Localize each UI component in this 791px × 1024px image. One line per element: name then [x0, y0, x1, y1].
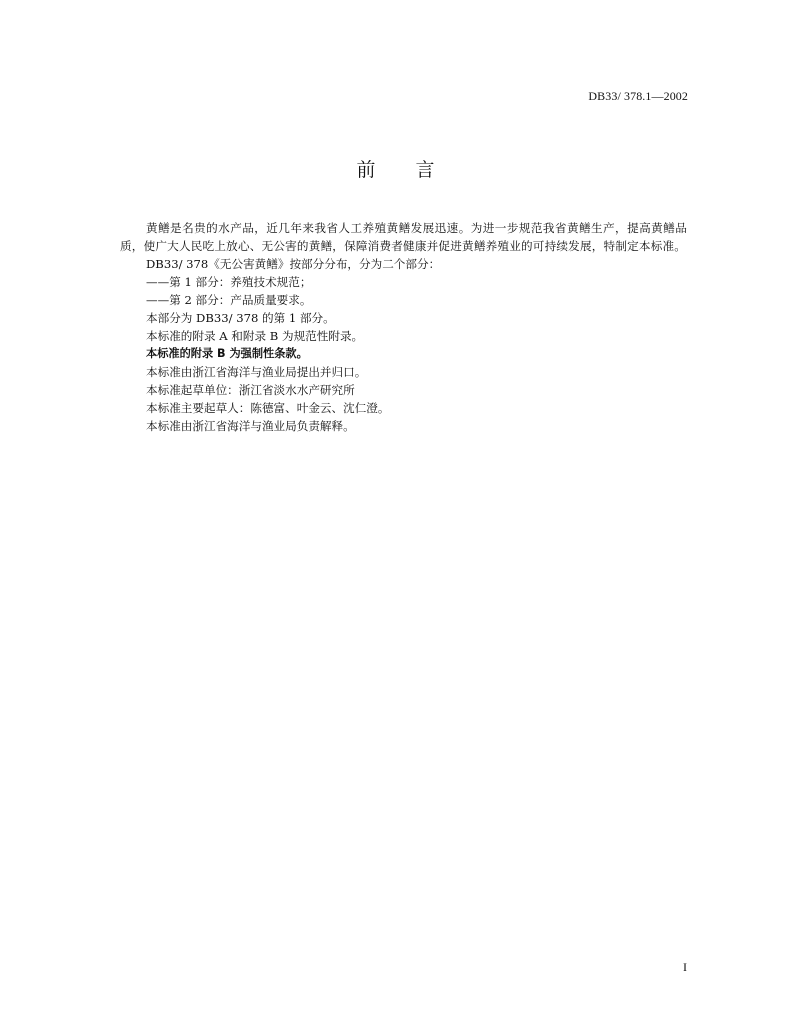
text-line-normative-annexes: 本标准的附录 A 和附录 B 为规范性附录。 [146, 329, 364, 343]
text-line-drafting-unit: 本标准起草单位：浙江省淡水水产研究所 [146, 383, 355, 397]
intro-paragraph: 黄鳝是名贵的水产品，近几年来我省人工养殖黄鳝发展迅速。为进一步规范我省黄鳝生产，提高黄鳝品质，使广大人民吃上放心、无公害的黄鳝，保障消费者健康并促进黄鳝养殖业的可持续发展，特制定本标准。 [120, 221, 687, 253]
standard-code: DB33/ 378.1—2002 [588, 89, 688, 103]
foreword-body [120, 219, 687, 435]
text-line-drafters: 本标准主要起草人：陈德富、叶金云、沈仁澄。 [146, 401, 390, 415]
text-line-parts-overview: DB33/ 378《无公害黄鳝》按部分分布，分为二个部分： [146, 257, 441, 271]
page-number: I [683, 960, 687, 974]
text-line-proposer: 本标准由浙江省海洋与渔业局提出并归口。 [146, 365, 367, 379]
text-line-mandatory-clause: 本标准的附录 B 为强制性条款。 [146, 347, 308, 360]
page-title: 前言 [356, 159, 475, 181]
text-line-part-2: ——第 2 部分：产品质量要求。 [146, 293, 312, 307]
text-line-interpretation: 本标准由浙江省海洋与渔业局负责解释。 [146, 419, 355, 433]
text-line-this-part: 本部分为 DB33/ 378 的第 1 部分。 [146, 311, 335, 325]
text-line-part-1: ——第 1 部分：养殖技术规范； [146, 275, 312, 289]
